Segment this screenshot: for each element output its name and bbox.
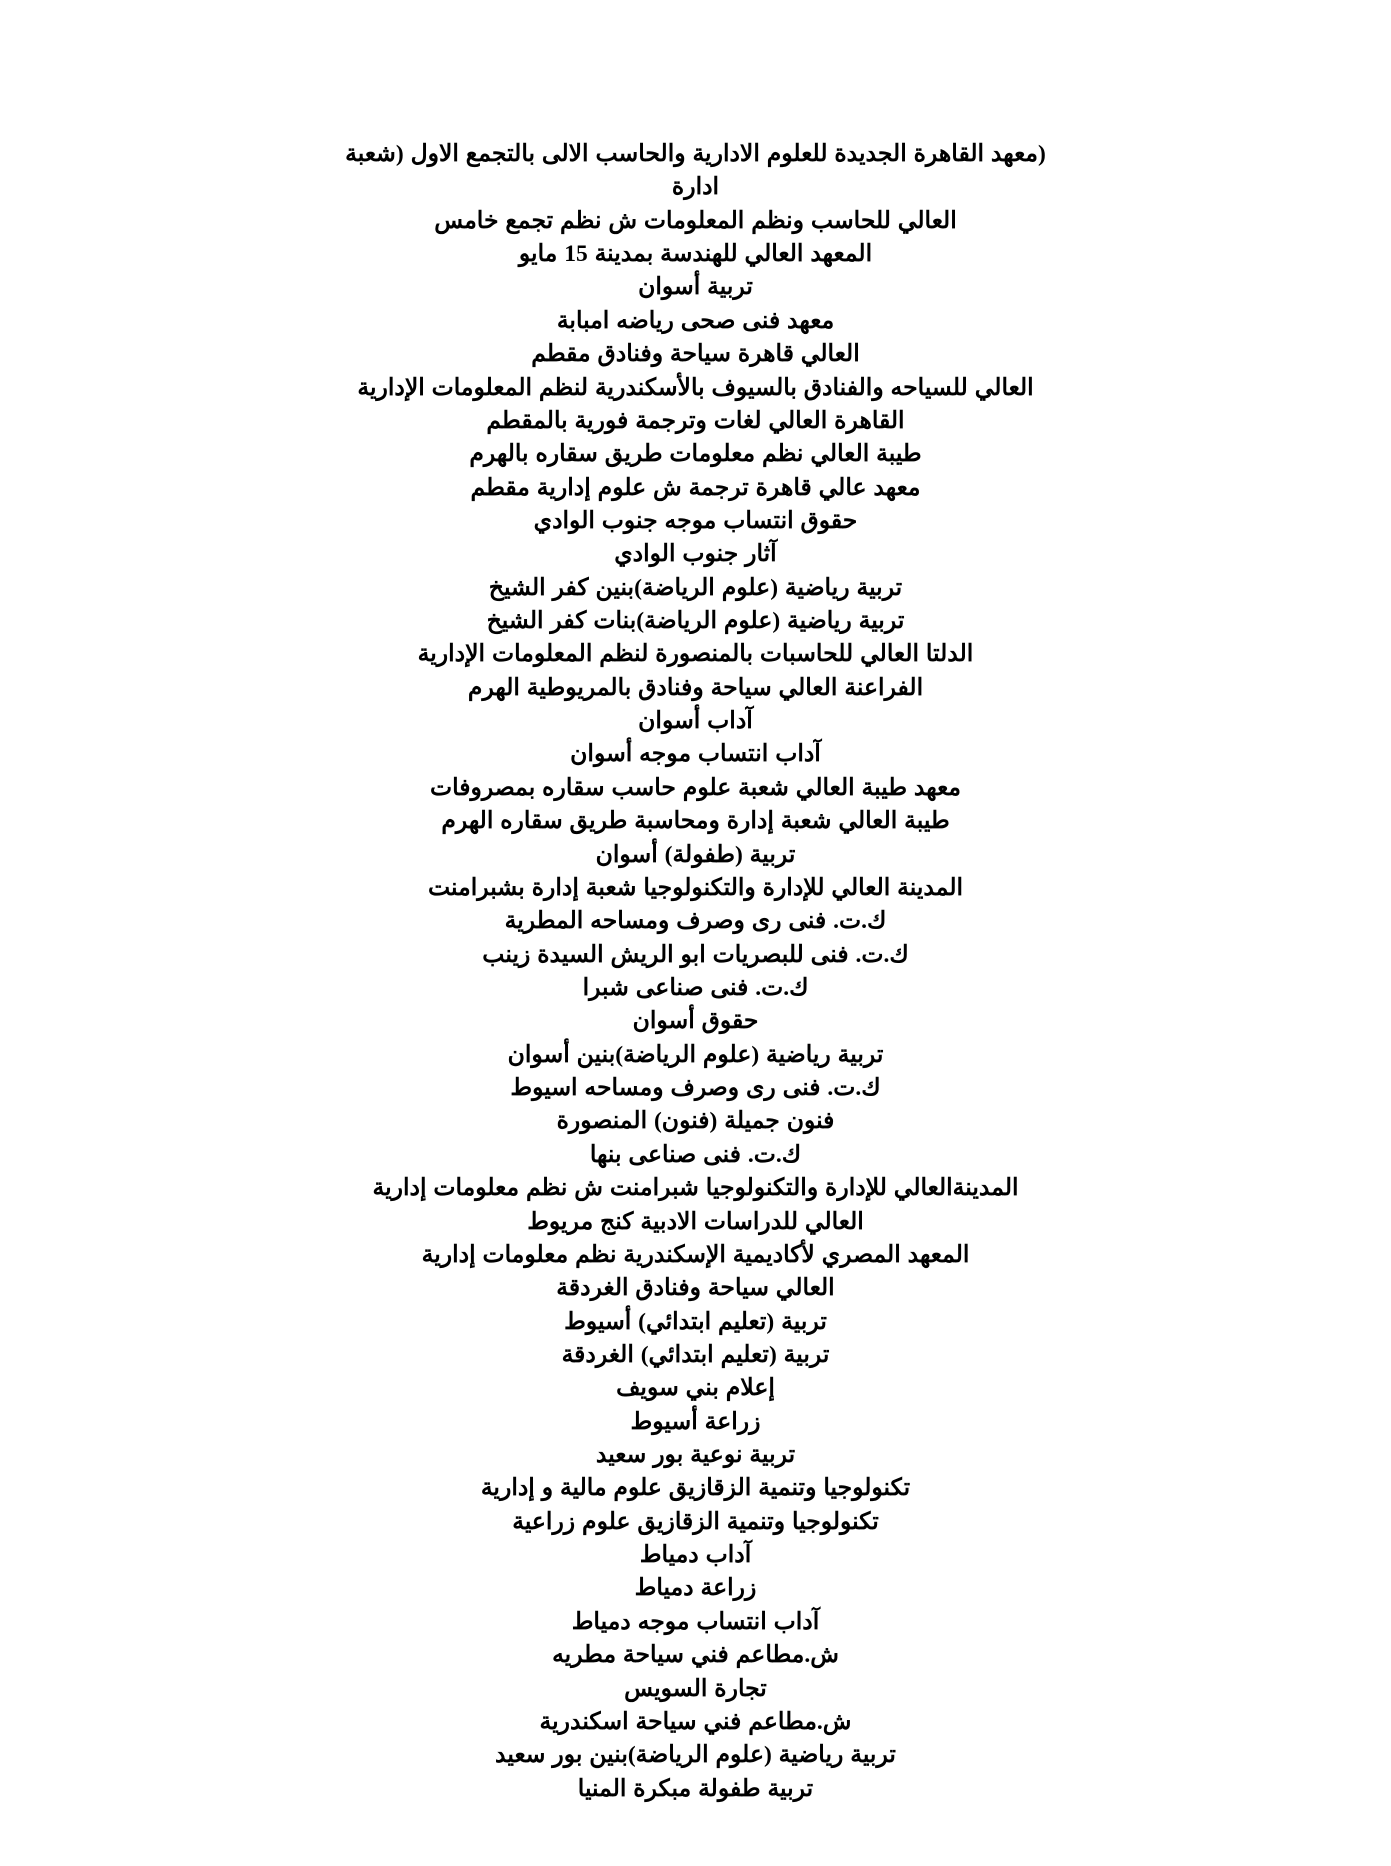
document-line: تربية رياضية (علوم الرياضة)بنات كفر الشيخ bbox=[486, 608, 905, 635]
document-line: تربية رياضية (علوم الرياضة)بنين بور سعيد bbox=[495, 1742, 896, 1769]
document-line: زراعة أسيوط bbox=[630, 1408, 761, 1435]
document-line: آداب انتساب موجه دمياط bbox=[571, 1608, 820, 1635]
document-line: المدينةالعالي للإدارة والتكنولوجيا شبرامنت ش نظم معلومات إدارية bbox=[372, 1175, 1019, 1202]
document-line: المدينة العالي للإدارة والتكنولوجيا شعبة إدارة بشبرامنت bbox=[427, 874, 964, 901]
document-line: تربية رياضية (علوم الرياضة)بنين كفر الشيخ bbox=[488, 574, 903, 601]
document-line: معهد عالي قاهرة ترجمة ش علوم إدارية مقطم bbox=[470, 474, 921, 501]
document-line: ش.مطاعم فني سياحة مطريه bbox=[552, 1642, 839, 1669]
document-line: العالي سياحة وفنادق الغردقة bbox=[556, 1275, 835, 1302]
document-line: إعلام بني سويف bbox=[616, 1375, 775, 1402]
document-line: تربية طفولة مبكرة المنيا bbox=[577, 1775, 814, 1802]
document-line: تجارة السويس bbox=[624, 1675, 767, 1702]
document-line: ك.ت. فنى صناعى بنها bbox=[589, 1141, 802, 1168]
document-body bbox=[330, 138, 1061, 1806]
document-line: العالي للحاسب ونظم المعلومات ش نظم تجمع خامس bbox=[434, 207, 957, 234]
document-line: زراعة دمياط bbox=[634, 1575, 757, 1602]
document-line: آداب انتساب موجه أسوان bbox=[570, 741, 821, 768]
document-line: تكنولوجيا وتنمية الزقازيق علوم زراعية bbox=[512, 1508, 879, 1535]
document-line: طيبة العالي نظم معلومات طريق سقاره بالهرم bbox=[469, 441, 922, 468]
document-line: فنون جميلة (فنون) المنصورة bbox=[556, 1108, 835, 1135]
document-line: القاهرة العالي لغات وترجمة فورية بالمقطم bbox=[486, 407, 905, 434]
document-line: تكنولوجيا وتنمية الزقازيق علوم مالية و إدارية bbox=[480, 1475, 911, 1502]
document-line: تربية أسوان bbox=[638, 274, 753, 301]
document-line: الدلتا العالي للحاسبات بالمنصورة لنظم المعلومات الإدارية bbox=[417, 641, 974, 668]
document-line: طيبة العالي شعبة إدارة ومحاسبة طريق سقاره الهرم bbox=[441, 808, 950, 835]
document-line: آداب أسوان bbox=[638, 708, 753, 735]
document-line: تربية (تعليم ابتدائي) الغردقة bbox=[561, 1341, 830, 1368]
document-line: حقوق أسوان bbox=[632, 1008, 759, 1035]
document-line: تربية رياضية (علوم الرياضة)بنين أسوان bbox=[507, 1041, 884, 1068]
document-line: ك.ت. فنى رى وصرف ومساحه المطرية bbox=[504, 908, 887, 935]
document-line: آثار جنوب الوادي bbox=[614, 541, 777, 568]
document-line: ك.ت. فنى رى وصرف ومساحه اسيوط bbox=[510, 1075, 881, 1102]
document-line: العالي للدراسات الادبية كنج مريوط bbox=[527, 1208, 864, 1235]
document-line: تربية (طفولة) أسوان bbox=[595, 841, 796, 868]
document-line: تربية نوعية بور سعيد bbox=[595, 1442, 796, 1469]
document-line: العالي للسياحه والفنادق بالسيوف بالأسكندرية لنظم المعلومات الإدارية bbox=[357, 374, 1034, 401]
document-line: الفراعنة العالي سياحة وفنادق بالمريوطية الهرم bbox=[467, 674, 924, 701]
document-line: معهد فنى صحى رياضه امبابة bbox=[556, 307, 835, 334]
document-line: معهد طيبة العالي شعبة علوم حاسب سقاره بمصروفات bbox=[429, 774, 962, 801]
document-line: ك.ت. فنى صناعى شبرا bbox=[582, 974, 809, 1001]
document-line: ش.مطاعم فني سياحة اسكندرية bbox=[539, 1708, 852, 1735]
document-line: (معهد القاهرة الجديدة للعلوم الادارية والحاسب الالى بالتجمع الاول (شعبة ادارة bbox=[345, 141, 1046, 201]
document-line: تربية (تعليم ابتدائي) أسيوط bbox=[564, 1308, 827, 1335]
document-line: المعهد المصري لأكاديمية الإسكندرية نظم معلومات إدارية bbox=[421, 1241, 970, 1268]
document-line: العالي قاهرة سياحة وفنادق مقطم bbox=[531, 341, 860, 368]
document-line: آداب دمياط bbox=[639, 1542, 752, 1569]
document-line: المعهد العالي للهندسة بمدينة 15 مايو bbox=[518, 241, 873, 268]
document-line: حقوق انتساب موجه جنوب الوادي bbox=[533, 507, 858, 534]
document-line: ك.ت. فنى للبصريات ابو الريش السيدة زينب bbox=[482, 941, 909, 968]
